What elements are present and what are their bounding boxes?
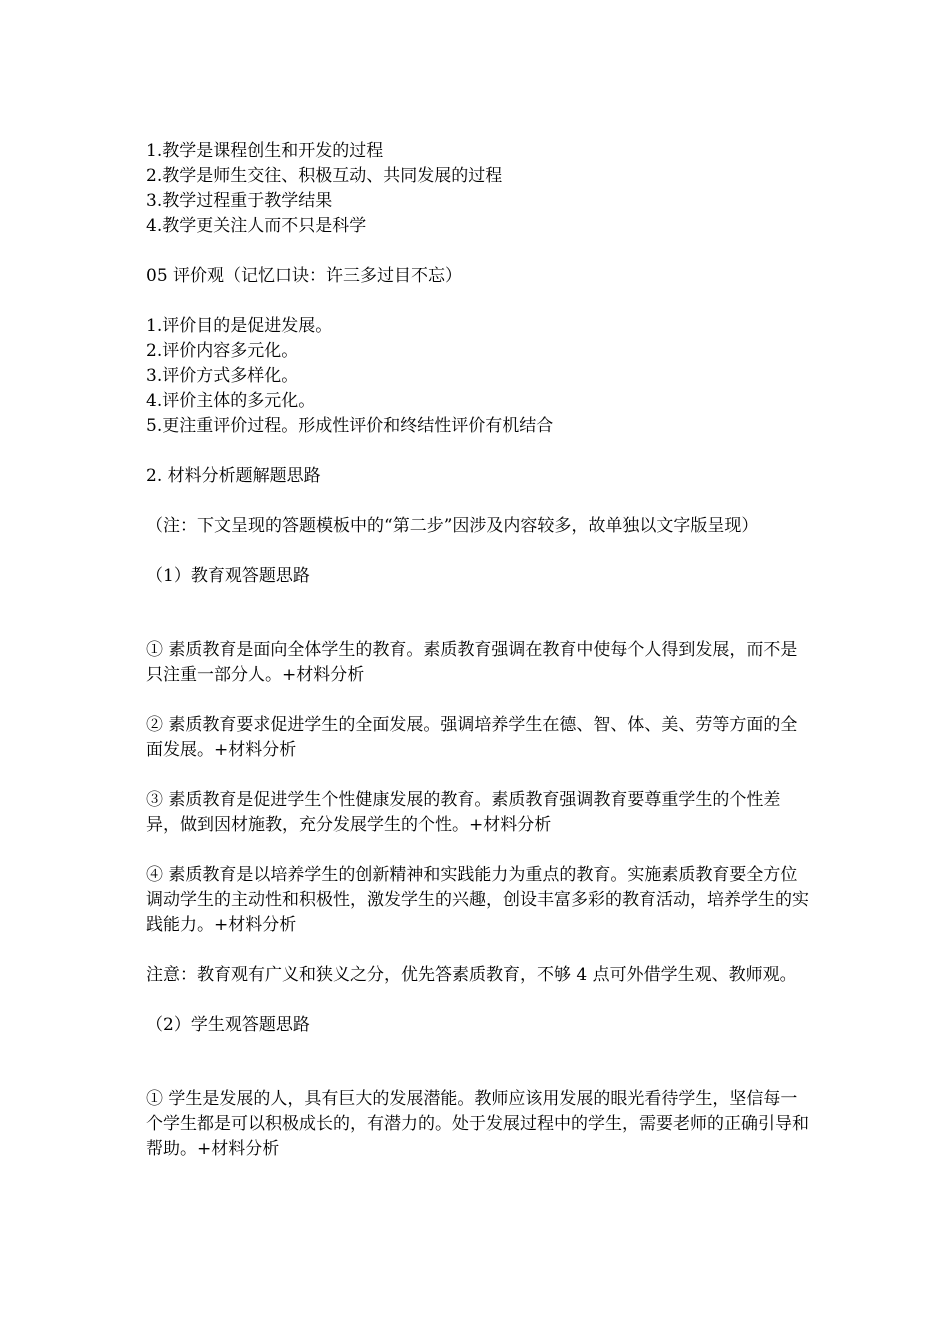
education-point: ② 素质教育要求促进学生的全面发展。强调培养学生在德、智、体、美、劳等方面的全面发展。+材料分析 <box>146 715 798 760</box>
student-point: ① 学生是发展的人，具有巨大的发展潜能。教师应该用发展的眼光看待学生，坚信每一个学生都是可以积极成长的，有潜力的。处于发展过程中的学生，需要老师的正确引导和帮助。+材料分析 <box>146 1089 809 1159</box>
document-content <box>146 139 814 1162</box>
section-note: （注：下文呈现的答题模板中的“第二步”因涉及内容较多，故单独以文字版呈现） <box>146 516 759 536</box>
evaluation-item: 5.更注重评价过程。形成性评价和终结性评价有机结合 <box>146 416 554 436</box>
evaluation-item: 3.评价方式多样化。 <box>146 366 299 386</box>
evaluation-item: 2.评价内容多元化。 <box>146 341 299 361</box>
evaluation-item: 1.评价目的是促进发展。 <box>146 316 333 336</box>
education-point: ① 素质教育是面向全体学生的教育。素质教育强调在教育中使每个人得到发展，而不是只注重一部分人。+材料分析 <box>146 640 798 685</box>
education-view-heading: （1）教育观答题思路 <box>146 566 310 586</box>
teaching-list-item: 3.教学过程重于教学结果 <box>146 191 333 211</box>
student-view-heading: （2）学生观答题思路 <box>146 1015 310 1035</box>
education-point: ③ 素质教育是促进学生个性健康发展的教育。素质教育强调教育要尊重学生的个性差异，做到因材施教，充分发展学生的个性。+材料分析 <box>146 790 781 835</box>
evaluation-heading: 05 评价观（记忆口诀：许三多过目不忘） <box>146 266 463 286</box>
education-note: 注意：教育观有广义和狭义之分，优先答素质教育，不够 4 点可外借学生观、教师观。 <box>146 965 797 985</box>
evaluation-item: 4.评价主体的多元化。 <box>146 391 316 411</box>
education-point: ④ 素质教育是以培养学生的创新精神和实践能力为重点的教育。实施素质教育要全方位调动学生的主动性和积极性，激发学生的兴趣，创设丰富多彩的教育活动，培养学生的实践能力。+材料分析 <box>146 865 809 935</box>
teaching-list-item: 1.教学是课程创生和开发的过程 <box>146 141 384 161</box>
section-heading: 2. 材料分析题解题思路 <box>146 466 321 486</box>
teaching-list-item: 2.教学是师生交往、积极互动、共同发展的过程 <box>146 166 503 186</box>
teaching-list-item: 4.教学更关注人而不只是科学 <box>146 216 367 236</box>
